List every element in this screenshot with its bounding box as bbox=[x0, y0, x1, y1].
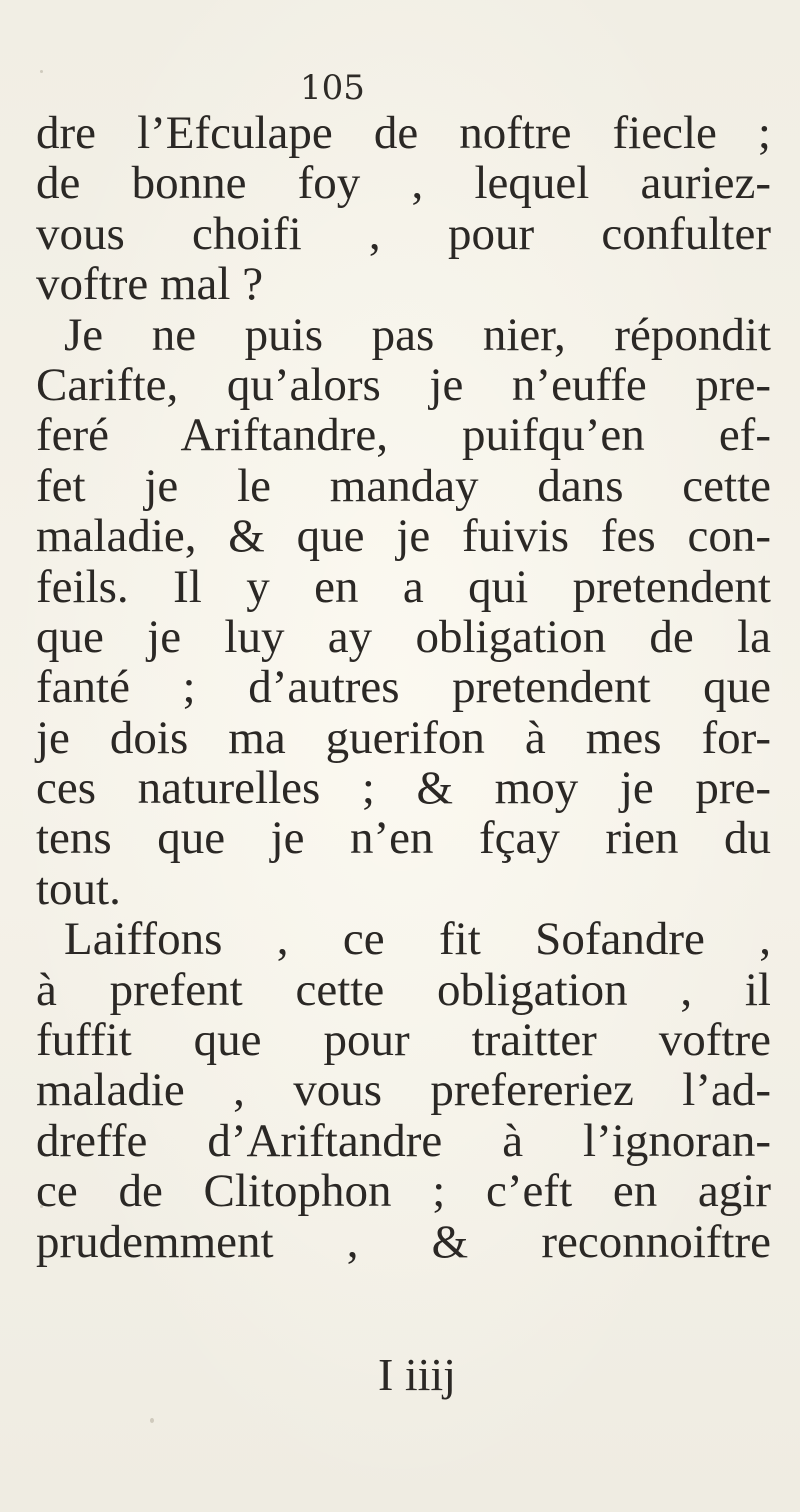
signature-mark: I iiij bbox=[378, 1349, 456, 1400]
text-line: à prefent cette obligation , il bbox=[36, 963, 771, 1016]
text-line: tens que je n’en fçay rien du bbox=[36, 812, 771, 865]
body-text bbox=[36, 108, 771, 1267]
page-number: 105 bbox=[300, 68, 365, 108]
text-line: dre l’Efculape de noftre fiecle ; bbox=[36, 107, 771, 159]
text-line: de bonne foy , lequel auriez- bbox=[36, 157, 771, 210]
text-line: voftre mal ? bbox=[36, 258, 264, 311]
text-line: fet je le manday dans cette bbox=[36, 459, 771, 512]
text-line: vous choifi , pour confulter bbox=[36, 207, 771, 260]
text-line: fuffit que pour traitter voftre bbox=[36, 1014, 771, 1067]
text-line: feils. Il y en a qui pretendent bbox=[36, 560, 771, 613]
text-line: Laiffons , ce fit Sofandre , bbox=[64, 913, 771, 966]
text-line: que je luy ay obligation de la bbox=[36, 610, 771, 663]
text-line: Carifte, qu’alors je n’euffe pre- bbox=[36, 358, 771, 411]
text-line: maladie, & que je fuivis fes con- bbox=[36, 510, 771, 563]
text-line: je dois ma guerifon à mes for- bbox=[36, 711, 771, 764]
paper-speck bbox=[40, 70, 43, 73]
text-line: maladie , vous prefereriez l’ad- bbox=[36, 1064, 771, 1117]
paper-speck bbox=[150, 1418, 154, 1423]
text-line: Je ne puis pas nier, répondit bbox=[64, 308, 771, 361]
text-line: dreffe d’Ariftandre à l’ignoran- bbox=[36, 1114, 771, 1167]
text-line: ce de Clitophon ; c’eft en agir bbox=[36, 1165, 771, 1218]
text-line: fanté ; d’autres pretendent que bbox=[36, 661, 771, 714]
text-line: ces naturelles ; & moy je pre- bbox=[36, 762, 771, 815]
text-line: tout. bbox=[36, 862, 121, 915]
text-line: feré Ariftandre, puifqu’en ef- bbox=[36, 409, 771, 462]
text-line: prudemment , & reconnoiftre bbox=[36, 1215, 771, 1268]
